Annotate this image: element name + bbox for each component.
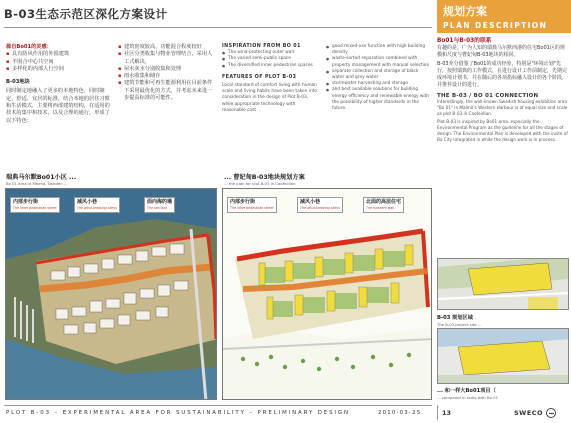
map-b03-drawing bbox=[223, 189, 432, 400]
right-en-para-1: Interestingly, the well-known Swedish housing exhibition area "Bo 01" in Malmö's Western Harbour is of equal size and scale as plot B-03 in Caofeidian. bbox=[437, 99, 568, 116]
footer-separator bbox=[437, 405, 438, 420]
right-en-heading: THE B-03 / BO 01 CONNECTION bbox=[437, 93, 539, 99]
sweco-logo bbox=[514, 405, 566, 420]
col1-list bbox=[6, 51, 110, 73]
col3-list bbox=[222, 50, 320, 69]
tag-inner-street-left-en: The inner pedestrian street bbox=[13, 206, 57, 210]
tag-sea-wall-en: The sea wall bbox=[147, 206, 167, 210]
tag-inner-street-center bbox=[227, 197, 277, 213]
tag-northern-wall-en: The northern wall bbox=[366, 206, 395, 210]
list-item: ▪ 多样化的内部人行空间 bbox=[6, 66, 110, 73]
tag-wind-alleys-center-zh: 减风小巷 bbox=[300, 199, 321, 205]
tag-inner-street-center-en: The inner pedestrian street bbox=[230, 206, 274, 210]
header-right-banner bbox=[437, 0, 571, 33]
text-column-2 bbox=[118, 44, 214, 102]
header-left bbox=[4, 6, 434, 26]
col1-subheading: B-03地块 bbox=[6, 79, 30, 86]
list-item: ▪ 社区分类收集与物业管理结合，采用人工式解决， bbox=[118, 51, 214, 66]
right-en-block bbox=[437, 93, 569, 143]
list-item: ▪ 具有防风作用的外围建筑 bbox=[6, 51, 110, 58]
right-map-subcaption-2: ... compared in scale with Bo 01 bbox=[437, 395, 498, 400]
footer-divider bbox=[4, 405, 432, 406]
list-item: ▪ 建筑密度较高，功能混合程度较好 bbox=[118, 44, 214, 51]
map-b03-plan bbox=[222, 188, 432, 400]
list-item: ● waste-sorted separation combined with property management with manual selection bbox=[326, 56, 430, 68]
map-center-caption: ... 曹妃甸B-03地块规划方案 bbox=[224, 174, 305, 181]
tag-wind-alleys-center-en: The wind-breaking alleys bbox=[300, 206, 340, 210]
col4-list bbox=[326, 44, 430, 112]
tag-inner-street-left bbox=[10, 197, 60, 213]
right-text-panel bbox=[437, 38, 569, 143]
map-left-subcaption: Bo 01 area in Malmö, Sweden ... bbox=[6, 181, 68, 186]
right-map-caption-1: B-03 规划区域 bbox=[437, 315, 473, 321]
list-item: ▪ 屋水灰水分别收集和处理 bbox=[118, 66, 214, 73]
map-bo01-drawing bbox=[6, 189, 217, 400]
tag-wind-alleys-left-en: The wind-breaking alleys bbox=[77, 206, 117, 210]
list-item: ▪ 雨水收集和储存 bbox=[118, 73, 214, 80]
map-b03-site-small bbox=[437, 258, 569, 310]
page-number: 13 bbox=[442, 409, 452, 417]
right-en-para-2: Plot B-03 is inspired by Bo01 area, especially the Environmental Program as the guideline for all the stages of design. The Environmental Plan is developed with the insite of Bo City integrated in while the design work is in process. bbox=[437, 119, 568, 142]
list-item: ▪ 建筑节能和可再生能源利用在目前条件下采用最优化的方式，并考虑未来进一步提高标准的可能性。 bbox=[118, 80, 214, 102]
list-item: ● The wind-protecting outer wall bbox=[222, 50, 320, 56]
tag-northern-wall bbox=[363, 197, 404, 213]
tag-sea-wall-zh: 面向海的墙 bbox=[147, 199, 173, 205]
right-zh-heading: Bo01与B-03的联系 bbox=[437, 38, 492, 44]
tag-wind-alleys-center bbox=[297, 197, 343, 213]
sweco-logo-text: SWECO bbox=[514, 408, 544, 417]
footer-date: 2010-03-25 bbox=[378, 410, 422, 416]
map-bo01-small bbox=[437, 328, 569, 384]
right-zh-para-1: 有趣的是，广为人知的瑞典马尔默西港的住宅Bo01区的规模和尺度与曹妃甸B-03地块的相同。 bbox=[437, 45, 565, 58]
page-title: B-03生态示范区深化方案设计 bbox=[4, 7, 168, 21]
tag-inner-street-center-zh: 内部步行街 bbox=[230, 199, 256, 205]
col1-heading: 源自Bo01的灵感： bbox=[6, 44, 52, 50]
col1-paragraph: 同时制定地融入了更多的本地特色，同时制定，舒适、宜居的标准，结合本地的居住习惯和生活模式，主要将西部建筑结构，在适用的技术的集中和技术，以及合理的通行，形成了以下特色： bbox=[6, 88, 110, 124]
map-left-caption: 瑞典马尔默Bo01小区 ... bbox=[6, 174, 77, 181]
col3-subheading: FEATURES OF PLOT B-03 bbox=[222, 74, 297, 80]
col3-paragraph: Local standard of comfort living with human scale and living habits have been taken into consideration in the design of Plot B-03, while appropriate technology with reasonable cost bbox=[222, 83, 318, 113]
map-bo01-small-drawing bbox=[438, 329, 569, 384]
tag-inner-street-left-zh: 内部步行街 bbox=[13, 199, 39, 205]
list-item: ● separate collection and storage of black water and grey water bbox=[326, 69, 430, 81]
footer-project-title: PLOT B-03 – EXPERIMENTAL AREA FOR SUSTAINABILITY – PRELIMINARY DESIGN bbox=[6, 410, 350, 416]
list-item: ● The diversified inner pedestrian spaces bbox=[222, 63, 320, 69]
right-zh-block bbox=[437, 38, 569, 89]
col3-heading: INSPIRATION FROM BO 01 bbox=[222, 44, 301, 49]
col2-list bbox=[118, 44, 214, 102]
right-map-subcaption-1: The B-03 project site ... bbox=[437, 322, 482, 327]
tag-wind-alleys-left bbox=[74, 197, 120, 213]
map-b03-site-drawing bbox=[438, 259, 569, 310]
list-item: ● and best available solutions for building energy efficiency and renewable energy with the possibility of higher standards in the future. bbox=[326, 87, 430, 112]
list-item: ▪ 半围合中心共空间 bbox=[6, 59, 110, 66]
list-item: ● good mixed-use function with high building density bbox=[326, 44, 430, 56]
text-column-4 bbox=[326, 44, 430, 112]
section-title-zh: 规划方案 bbox=[443, 5, 487, 18]
right-map-caption-2: ... 和一样大Bo01项目（ bbox=[437, 388, 496, 394]
right-zh-para-2: B-03充分借鉴了Bo01的成功经验，特别是"环境计划"先行，按照瑞典的工作模式，在进行设计工作前制定，先期完成环境计划书，并在随后的各项指标融入设计的各个阶段，并推荐设计的进行。 bbox=[437, 61, 568, 88]
sweco-logo-icon bbox=[546, 408, 556, 418]
tag-wind-alleys-left-zh: 减风小巷 bbox=[77, 199, 98, 205]
section-title-en: PLAN DESCRIPTION bbox=[443, 21, 548, 30]
list-item: ● The varied semi-public space bbox=[222, 56, 320, 62]
text-column-1 bbox=[6, 44, 110, 125]
header-divider bbox=[4, 27, 432, 28]
tag-northern-wall-zh: 北面的高层住宅 bbox=[366, 199, 402, 205]
list-item: ● stormwater harvesting and storage bbox=[326, 81, 430, 87]
text-column-3 bbox=[222, 44, 320, 114]
tag-sea-wall bbox=[144, 197, 175, 213]
map-center-subcaption: ... the plan for plot B-03 in Caofeidian bbox=[224, 181, 296, 186]
map-bo01 bbox=[5, 188, 217, 400]
